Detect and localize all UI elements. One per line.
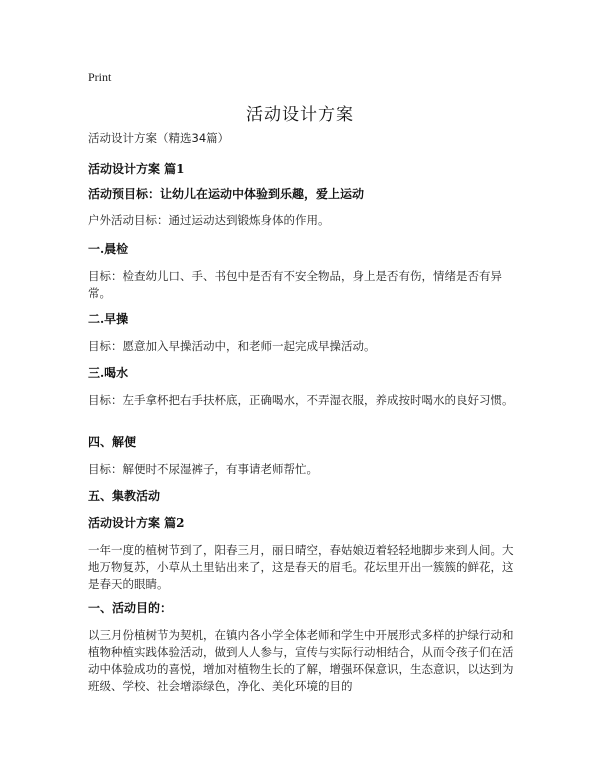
activity-purpose-paragraph: 以三月份植树节为契机，在镇内各小学全体老师和学生中开展形式多样的护绿行动和植物种植实践体验活动，做到人人参与，宣传与实际行动相结合，从而令孩子们在活动中体验成功的喜悦，增加对植物生长的了解，增强环保意识，生态意识，以达到为班级、学校、社会增添绿色，净化、美化环境的目的: [88, 628, 514, 693]
morning-check-heading: 一.晨检: [88, 242, 129, 256]
document-title: 活动设计方案: [246, 105, 354, 125]
outdoor-goal-paragraph: 户外活动目标：通过运动达到锻炼身体的作用。: [88, 213, 330, 227]
group-activity-heading: 五、集教活动: [88, 489, 161, 503]
print-link[interactable]: Print: [88, 70, 112, 84]
morning-exercise-heading: 二.早操: [88, 312, 129, 326]
morning-exercise-paragraph: 目标：愿意加入早操活动中，和老师一起完成早操活动。: [88, 339, 376, 353]
drink-water-heading: 三.喝水: [88, 366, 129, 380]
morning-check-paragraph: 目标：检查幼儿口、手、书包中是否有不安全物品，身上是否有伤，情绪是否有异常。: [88, 269, 502, 300]
arbor-day-paragraph: 一年一度的植树节到了，阳春三月，丽日晴空，春姑娘迈着轻轻地脚步来到人间。大地万物复苏，小草从土里钻出来了，这是春天的眉毛。花坛里开出一簇簇的鲜花，这是春天的眼睛。: [88, 543, 514, 591]
toilet-paragraph: 目标：解便时不尿湿裤子，有事请老师帮忙。: [88, 462, 318, 476]
toilet-heading: 四、解便: [88, 435, 137, 449]
activity-goal-heading: 活动预目标：让幼儿在运动中体验到乐趣，爱上运动: [88, 187, 365, 201]
drink-water-paragraph: 目标：左手拿杯把右手扶杯底，正确喝水，不弄湿衣服，养成按时喝水的良好习惯。: [88, 393, 514, 407]
activity-purpose-heading: 一、活动目的：: [88, 601, 173, 615]
section-heading-2: 活动设计方案 篇2: [88, 516, 185, 530]
subtitle-line: 活动设计方案（精选34篇）: [88, 131, 230, 145]
section-heading-1: 活动设计方案 篇1: [88, 162, 185, 176]
